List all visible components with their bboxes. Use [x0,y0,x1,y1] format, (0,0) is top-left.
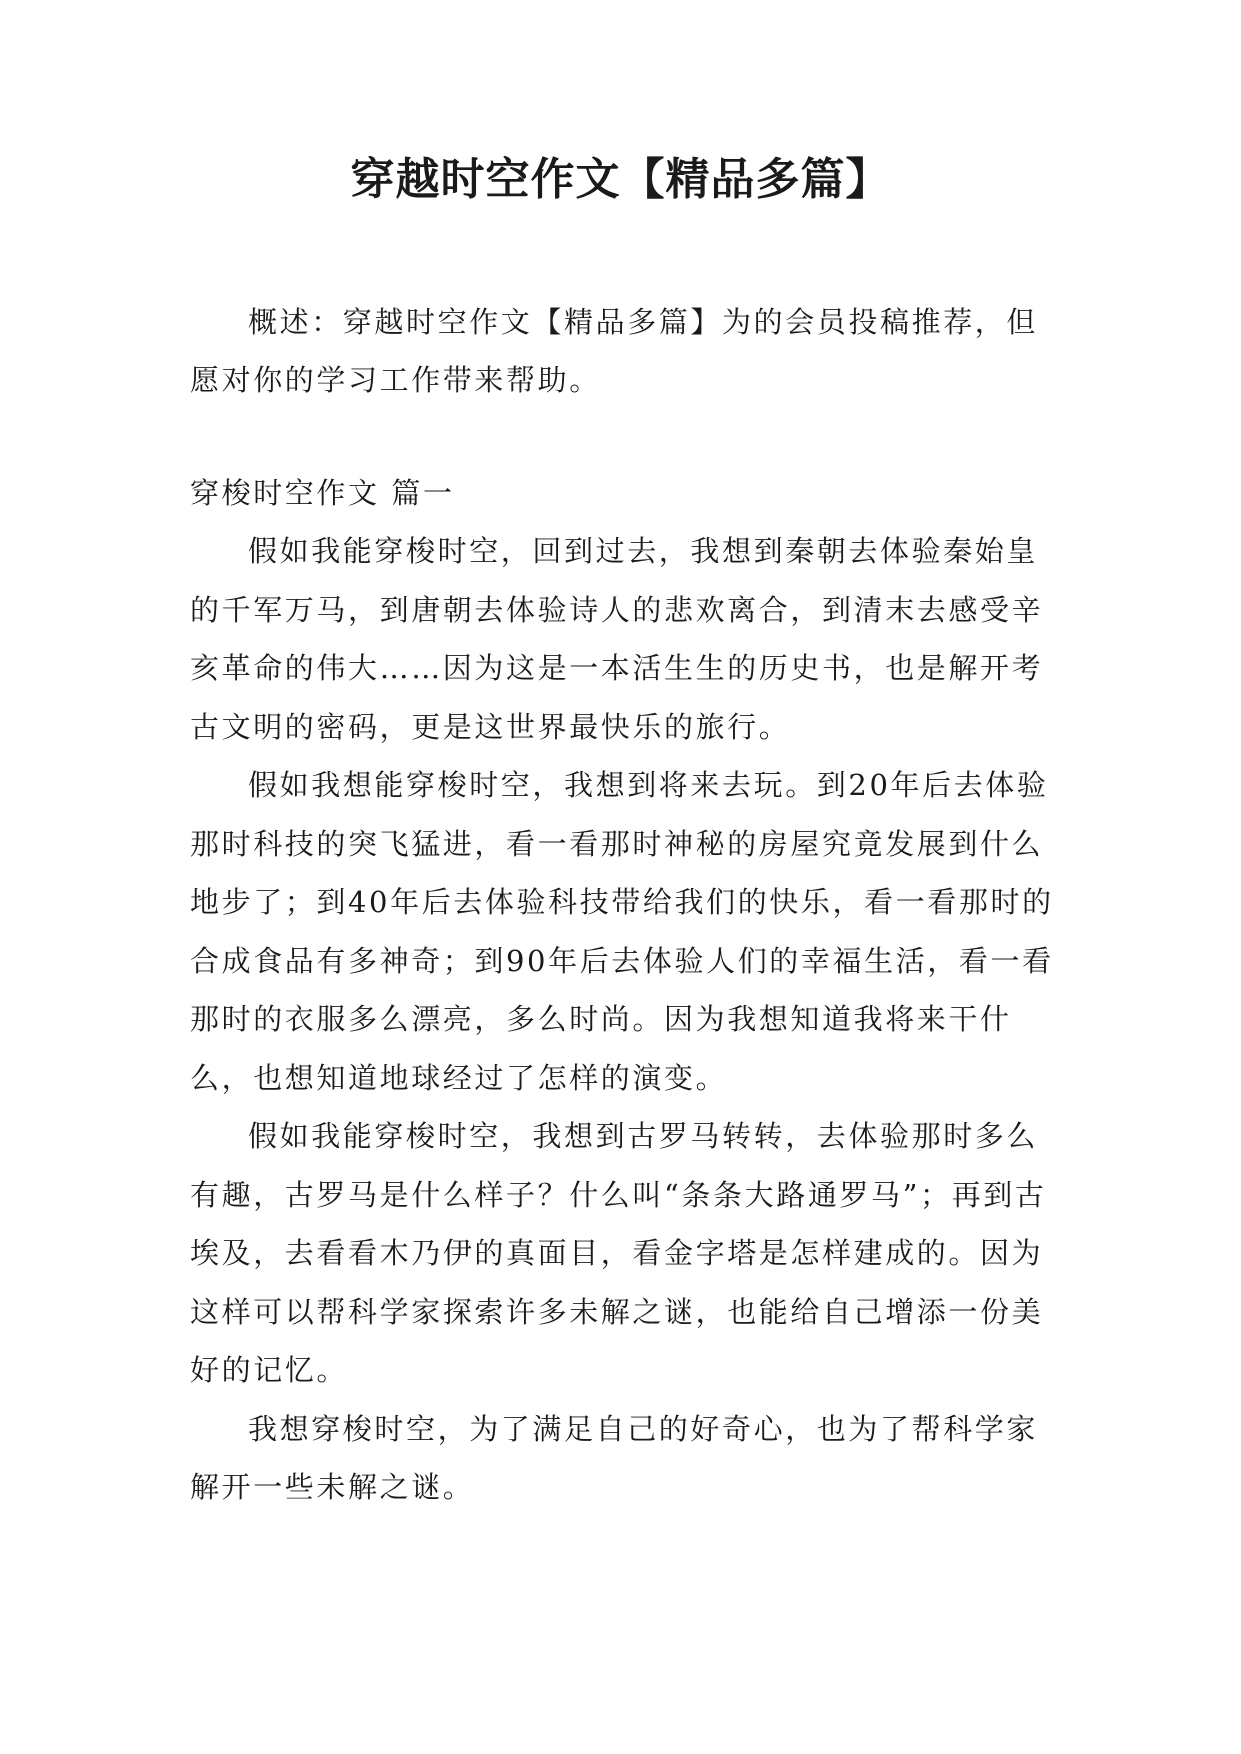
essay-paragraph: 假如我能穿梭时空，我想到古罗马转转，去体验那时多么有趣，古罗马是什么样子？什么叫“条条大路通罗马”；再到古埃及，去看看木乃伊的真面目，看金字塔是怎样建成的。因为这样可以帮科学家探索许多未解之谜，也能给自己增添一份美好的记忆。 [190,1119,1047,1387]
essay-body [190,522,1057,1517]
essay-paragraph: 假如我想能穿梭时空，我想到将来去玩。到20年后去体验那时科技的突飞猛进，看一看那时神秘的房屋究竟发展到什么地步了；到40年后去体验科技带给我们的快乐，看一看那时的合成食品有多神奇；到90年后去体验人们的幸福生活，看一看那时的衣服多么漂亮，多么时尚。因为我想知道我将来干什么，也想知道地球经过了怎样的演变。 [190,768,1054,1095]
section-heading: 穿梭时空作文 篇一 [190,476,455,510]
document-summary: 概述：穿越时空作文【精品多篇】为的会员投稿推荐，但愿对你的学习工作带来帮助。 [190,305,1039,397]
essay-paragraph: 假如我能穿梭时空，回到过去，我想到秦朝去体验秦始皇的千军万马，到唐朝去体验诗人的悲欢离合，到清末去感受辛亥革命的伟大……因为这是一本活生生的历史书，也是解开考古文明的密码，更是这世界最快乐的旅行。 [190,534,1044,744]
document-title: 穿越时空作文【精品多篇】 [350,154,891,205]
essay-paragraph: 我想穿梭时空，为了满足自己的好奇心，也为了帮科学家解开一些未解之谜。 [190,1411,1039,1504]
